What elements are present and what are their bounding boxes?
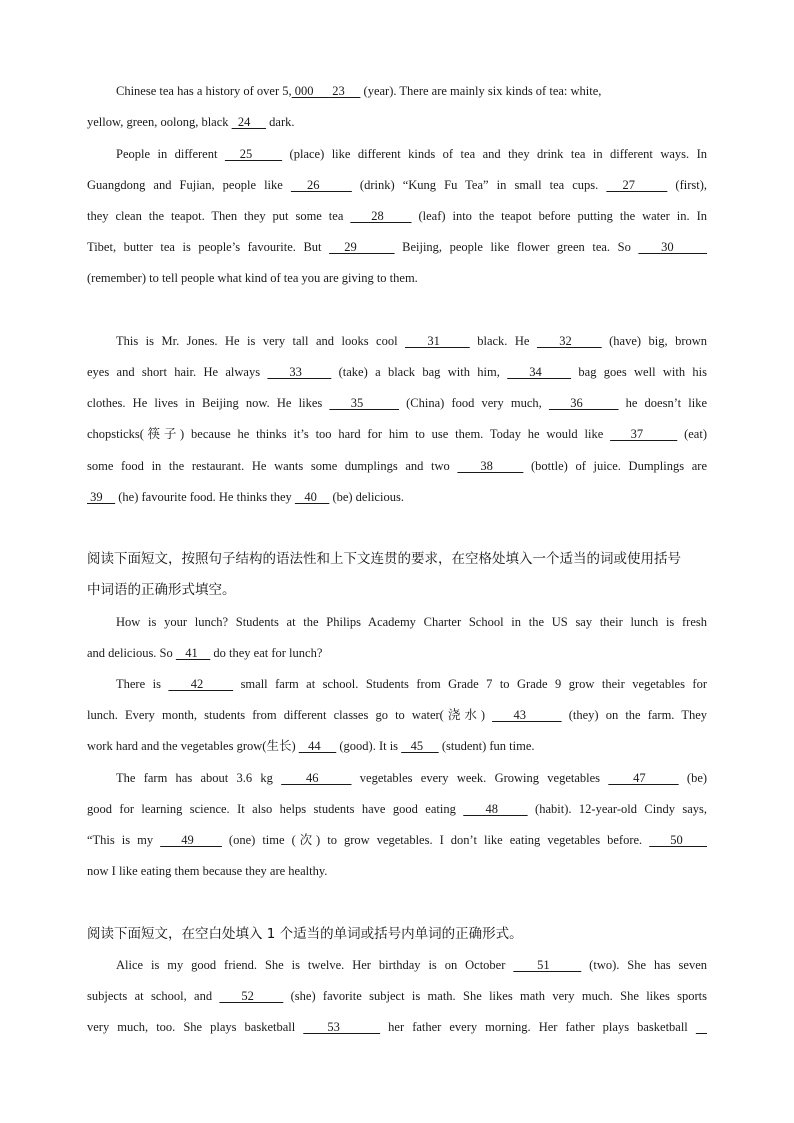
answer-blank: 43 xyxy=(492,708,562,722)
passage3-line-7: good for learning science. It also helps students have good eating 48 (habit). 12-year-old Cindy says, xyxy=(87,802,708,816)
answer-blank: 41 xyxy=(175,646,211,660)
answer-blank xyxy=(696,1020,707,1034)
answer-blank: 32 xyxy=(536,334,602,348)
answer-blank: 46 xyxy=(281,771,352,785)
passage1-line-4: Guangdong and Fujian, people like 26 (drink) “Kung Fu Tea” in small tea cups. 27 (first), xyxy=(87,178,708,192)
answer-blank: 42 xyxy=(168,677,234,691)
passage1-line-6: Tibet, butter tea is people’s favourite. But 29 Beijing, people like flower green tea. So 30 xyxy=(87,240,707,254)
passage3-line-1: How is your lunch? Students at the Philips Academy Charter School in the US say their lunch is fresh xyxy=(116,615,707,629)
passage3-line-9: now I like eating them because they are healthy. xyxy=(87,864,328,878)
answer-blank: 34 xyxy=(507,365,572,379)
passage4-line-3: very much, too. She plays basketball 53 her father every morning. Her father plays basketball xyxy=(87,1019,707,1035)
passage2-line-5: some food in the restaurant. He wants some dumplings and two 38 (bottle) of juice. Dumplings are xyxy=(87,459,707,473)
answer-blank: 25 xyxy=(224,147,283,161)
answer-blank: 000 xyxy=(291,84,330,98)
answer-blank: 27 xyxy=(606,178,668,192)
answer-blank: 29 xyxy=(329,240,395,254)
passage3-line-6: The farm has about 3.6 kg 46 vegetables every week. Growing vegetables 47 (be) xyxy=(116,771,708,785)
passage1-line-3: People in different 25 (place) like different kinds of tea and they drink tea in different ways. In xyxy=(116,147,707,161)
passage2-line-6: 39 (he) favourite food. He thinks they 40 (be) delicious. xyxy=(87,490,404,504)
answer-blank: 44 xyxy=(298,739,337,753)
answer-blank: 40 xyxy=(294,490,330,504)
answer-blank: 49 xyxy=(160,833,222,847)
answer-blank: 35 xyxy=(329,396,399,410)
answer-blank: 31 xyxy=(405,334,470,348)
passage3-line-8: “This is my 49 (one) time (次) to grow vegetables. I don’t like eating vegetables before. 50 xyxy=(87,833,708,847)
passage4-line-2: subjects at school, and 52 (she) favorite subject is math. She likes math very much. She likes sports xyxy=(87,989,708,1003)
passage1-line-7: (remember) to tell people what kind of tea you are giving to them. xyxy=(87,271,418,285)
passage3-line-5: work hard and the vegetables grow(生长) 44 (good). It is 45 (student) fun time. xyxy=(87,739,535,753)
answer-blank: 28 xyxy=(350,209,412,223)
passage3-line-3: There is 42 small farm at school. Students from Grade 7 to Grade 9 grow their vegetables for xyxy=(116,677,708,691)
answer-blank: 48 xyxy=(463,802,528,816)
passage3-line-4: lunch. Every month, students from different classes go to water(浇水) 43 (they) on the farm. They xyxy=(87,708,708,722)
answer-blank: 33 xyxy=(267,365,332,379)
answer-blank: 53 xyxy=(303,1020,381,1034)
passage3-line-2: and delicious. So 41 do they eat for lunch? xyxy=(87,646,323,660)
passage1-line-1: Chinese tea has a history of over 5, 000 23 (year). There are mainly six kinds of tea: white, xyxy=(116,84,602,98)
passage4-line-1: Alice is my good friend. She is twelve. Her birthday is on October 51 (two). She has seven xyxy=(116,958,708,972)
answer-blank: 52 xyxy=(219,989,284,1003)
answer-blank: 47 xyxy=(608,771,679,785)
passage2-line-4: chopsticks(筷子) because he thinks it’s too hard for him to use them. Today he would like 37 (eat) xyxy=(87,427,707,441)
passage2-line-3: clothes. He lives in Beijing now. He likes 35 (China) food very much, 36 he doesn’t like xyxy=(87,396,708,410)
answer-blank: 24 xyxy=(231,115,267,129)
answer-blank: 38 xyxy=(457,459,524,473)
section3-instruction-line-1: 阅读下面短文，按照句子结构的语法性和上下文连贯的要求，在空格处填入一个适当的词或使用括号 xyxy=(87,551,681,567)
passage1-line-2: yellow, green, oolong, black 24 dark. xyxy=(87,115,295,129)
answer-blank: 37 xyxy=(610,427,678,441)
passage1-line-5: they clean the teapot. Then they put some tea 28 (leaf) into the teapot before putting the water in. In xyxy=(87,209,708,223)
answer-blank: 51 xyxy=(513,958,582,972)
answer-blank: 23 xyxy=(329,84,361,98)
answer-blank: 26 xyxy=(290,178,352,192)
answer-blank: 39 xyxy=(87,490,116,504)
answer-blank: 45 xyxy=(401,739,439,753)
section3-instruction-line-2: 中词语的正确形式填空。 xyxy=(87,582,236,598)
answer-blank: 30 xyxy=(638,240,707,254)
answer-blank: 50 xyxy=(649,833,708,847)
section4-instruction: 阅读下面短文，在空白处填入 1 个适当的单词或括号内单词的正确形式。 xyxy=(87,926,523,942)
passage2-line-1: This is Mr. Jones. He is very tall and looks cool 31 black. He 32 (have) big, brown xyxy=(116,334,708,348)
passage2-line-2: eyes and short hair. He always 33 (take) a black bag with him, 34 bag goes well with his xyxy=(87,365,708,379)
answer-blank: 36 xyxy=(548,396,619,410)
